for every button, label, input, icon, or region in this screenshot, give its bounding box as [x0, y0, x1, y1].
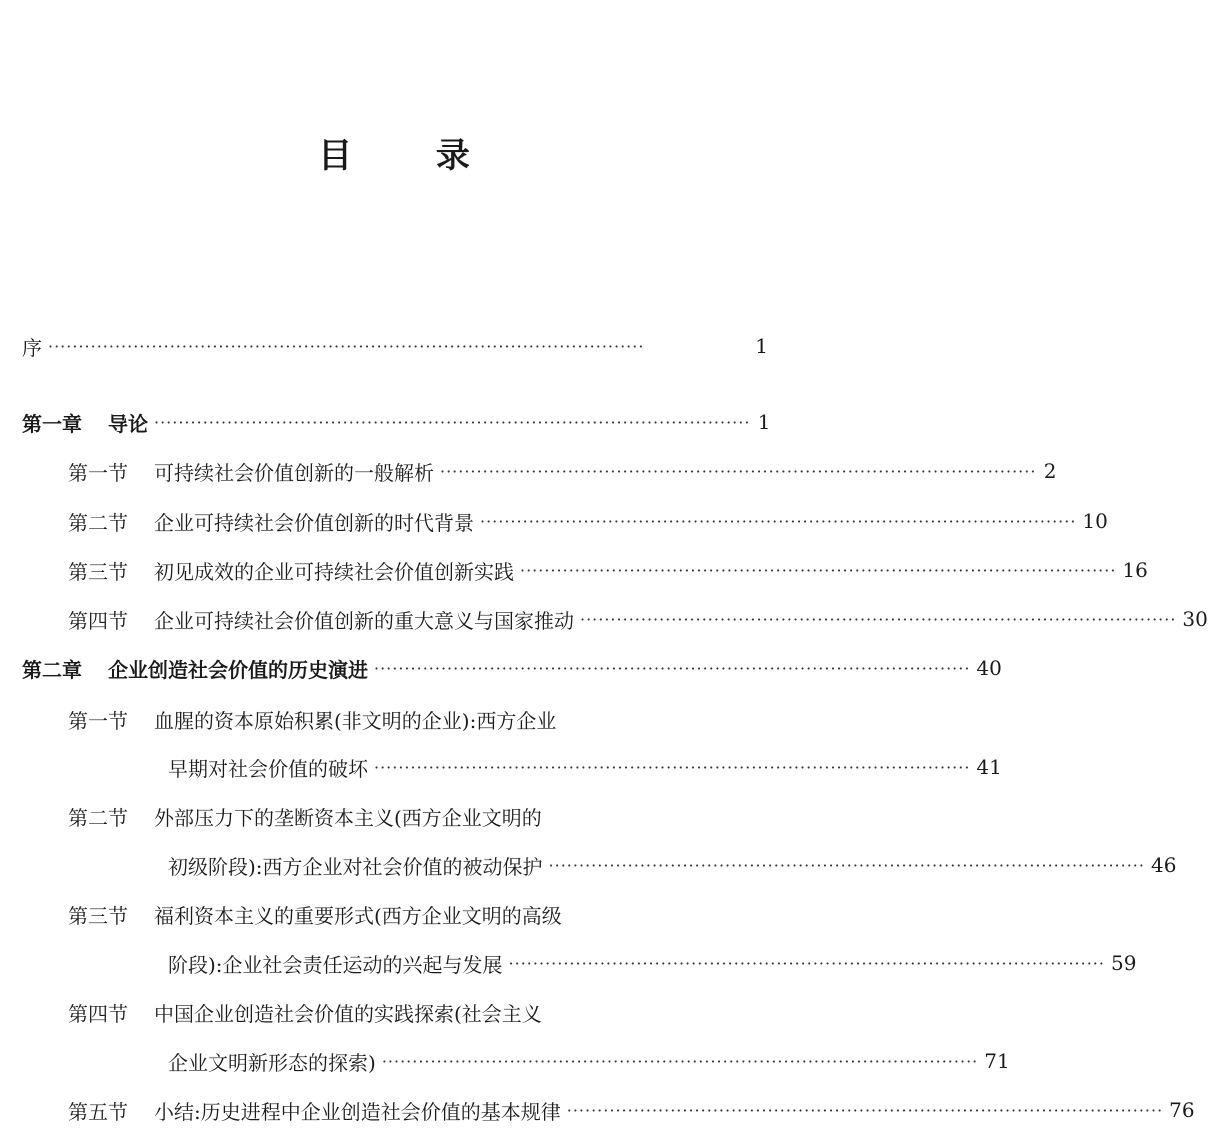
dot-leader: ·································································································· [48, 336, 645, 356]
section-label: 第四节 [68, 608, 128, 633]
toc-entry-section[interactable] [0, 552, 1148, 588]
toc-page-number: 46 [1150, 853, 1177, 877]
section-title-line1: 福利资本主义的重要形式(西方企业文明的高级 [154, 903, 562, 928]
section-title-line2: 企业文明新形态的探索) [168, 1050, 376, 1075]
dot-leader: ·································································································· [374, 658, 971, 678]
section-title-line1: 血腥的资本原始积累(非文明的企业):西方企业 [154, 708, 557, 733]
toc-page-number: 1 [757, 410, 771, 434]
section-title: 初见成效的企业可持续社会价值创新实践 [154, 559, 514, 584]
page-title: 目 录 [318, 136, 506, 176]
dot-leader: ·································································································· [381, 1051, 979, 1071]
toc-entry-text: 序 [22, 335, 42, 360]
toc-entry-section[interactable] [0, 503, 1108, 539]
section-title: 企业可持续社会价值创新的时代背景 [154, 510, 474, 535]
section-label: 第一节 [68, 460, 128, 485]
section-label: 第二节 [68, 510, 128, 535]
toc-entry-section[interactable] [0, 453, 1057, 489]
toc-page-number: 71 [984, 1049, 1010, 1073]
chapter-label: 第二章 [22, 657, 82, 682]
toc-entry-section[interactable] [0, 1092, 1195, 1128]
section-title-line1: 外部压力下的垄断资本主义(西方企业文明的 [154, 805, 542, 830]
section-title: 小结:历史进程中企业创造社会价值的基本规律 [154, 1099, 561, 1124]
dot-leader: ·································································································· [440, 461, 1037, 481]
dot-leader: ·································································································· [566, 1100, 1164, 1120]
toc-entry-section-line2[interactable] [0, 1043, 1010, 1079]
toc-page-number: 30 [1182, 607, 1208, 631]
section-label: 第二节 [68, 805, 128, 830]
section-title: 企业可持续社会价值创新的重大意义与国家推动 [154, 608, 574, 633]
section-label: 第一节 [68, 708, 128, 733]
dot-leader: ·································································································· [480, 511, 1077, 531]
toc-page-number: 10 [1082, 509, 1108, 533]
dot-leader: ·································································································· [548, 855, 1145, 875]
toc-entry-preface[interactable] [0, 328, 788, 364]
section-title-line2: 初级阶段):西方企业对社会价值的被动保护 [168, 854, 543, 879]
toc-page-number: 2 [1043, 459, 1057, 483]
chapter-title: 企业创造社会价值的历史演进 [108, 657, 368, 682]
section-title-line2: 阶段):企业社会责任运动的兴起与发展 [168, 952, 503, 977]
toc-entry-section-line1[interactable] [68, 994, 542, 1030]
section-title: 可持续社会价值创新的一般解析 [154, 460, 434, 485]
toc-page-number: 41 [976, 755, 1002, 779]
toc-entry-section-line2[interactable] [0, 749, 1002, 785]
chapter-title: 导论 [108, 411, 148, 436]
toc-entry-section-line1[interactable] [68, 798, 542, 834]
toc-entry-section-line2[interactable] [0, 847, 1177, 883]
dot-leader: ·································································································· [508, 953, 1105, 973]
toc-entry-section[interactable] [0, 601, 1208, 637]
section-title-line1: 中国企业创造社会价值的实践探索(社会主义 [154, 1001, 542, 1026]
toc-page-number: 1 [755, 334, 768, 358]
dot-leader: ·································································································· [154, 412, 751, 432]
section-title-line2: 早期对社会价值的破坏 [168, 756, 368, 781]
toc-entry-chapter-2[interactable] [0, 650, 1002, 686]
section-label: 第三节 [68, 903, 128, 928]
toc-entry-section-line1[interactable] [68, 896, 562, 932]
toc-entry-section-line2[interactable] [0, 945, 1137, 981]
dot-leader: ·································································································· [580, 609, 1177, 629]
section-label: 第三节 [68, 559, 128, 584]
toc-page-number: 76 [1169, 1098, 1195, 1122]
dot-leader: ·································································································· [520, 560, 1117, 580]
toc-page-number: 40 [976, 656, 1002, 680]
toc-page-number: 59 [1110, 951, 1137, 975]
section-label: 第五节 [68, 1099, 128, 1124]
toc-entry-section-line1[interactable] [68, 701, 556, 737]
section-label: 第四节 [68, 1001, 128, 1026]
toc-page-number: 16 [1122, 558, 1148, 582]
chapter-label: 第一章 [22, 411, 82, 436]
dot-leader: ·································································································· [374, 757, 971, 777]
toc-entry-chapter-1[interactable] [0, 404, 788, 440]
